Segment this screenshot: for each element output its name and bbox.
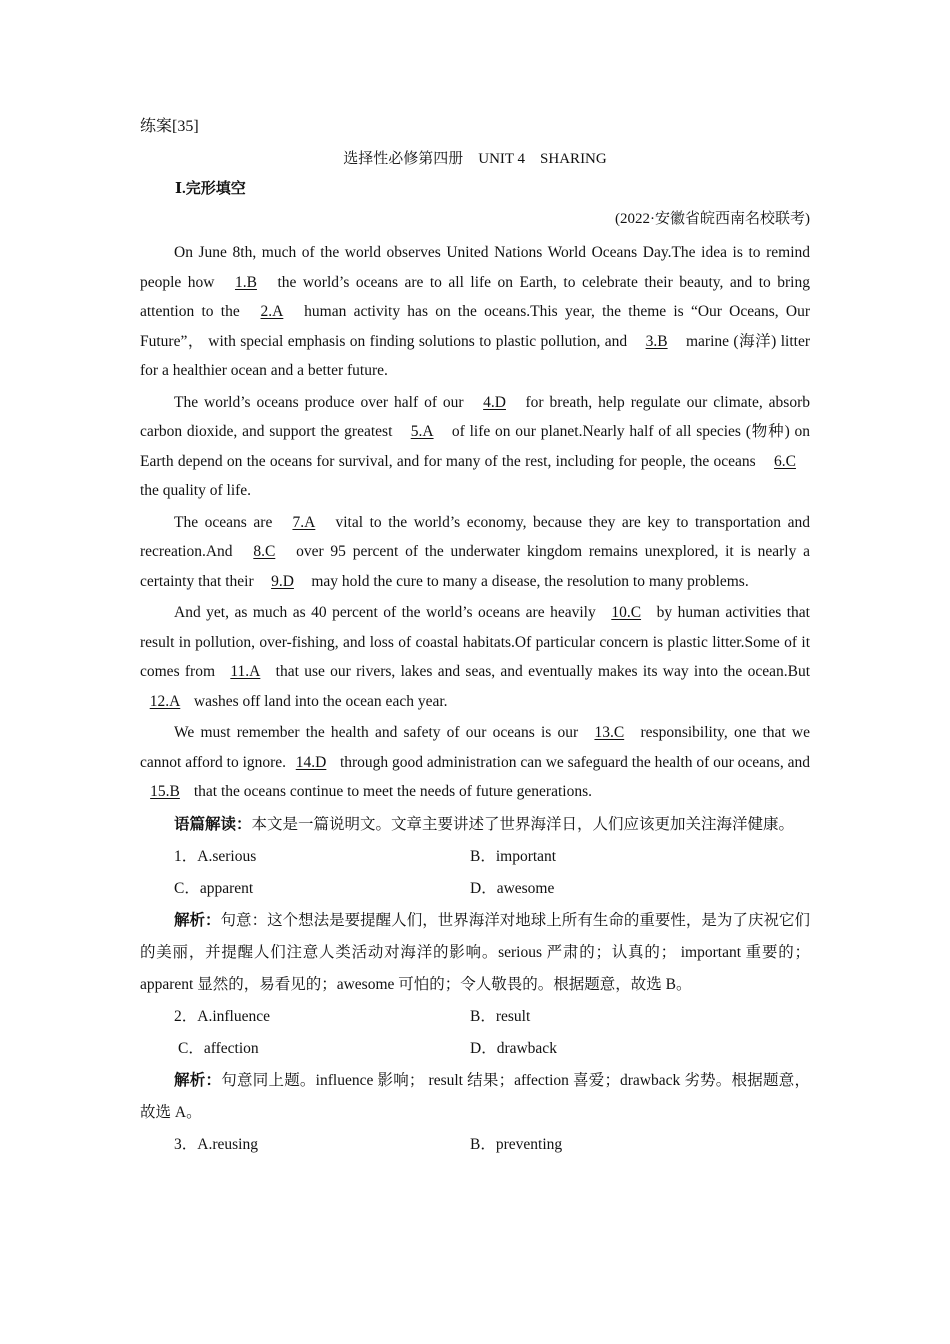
option-a: 1．A.serious (174, 847, 257, 865)
passage-text: may hold the cure to many a disease, the resolution to many problems. (307, 572, 749, 590)
question-3-options-row-1 (140, 1129, 810, 1161)
analysis-text: 句意：这个想法是要提醒人们，世界海洋对地球上所有生命的重要性，是为了庆祝它们的美丽，并提醒人们注意人类活动对海洋的影响。serious 严肃的；认真的； important 重要的；apparent 显然的，易看见的；awesome 可怕的；令人敬畏的。根据题意，故选 B。 (140, 911, 810, 993)
option-a: 3．A.reusing (174, 1135, 258, 1153)
passage-paragraph-3 (140, 508, 810, 597)
question-1-analysis (140, 905, 810, 1001)
passage-paragraph-2 (140, 388, 810, 506)
passage-paragraph-5 (140, 718, 810, 807)
answer-blank: 1.B (234, 273, 257, 291)
analysis-label: 解析： (174, 1071, 222, 1089)
passage-text: The oceans are (174, 513, 279, 531)
analysis-text: 句意同上题。influence 影响； result 结果；affection 喜爱；drawback 劣势。根据题意，故选 A。 (140, 1071, 810, 1121)
passage-interpretation (140, 809, 810, 841)
passage-text: On June 8th, much of the world observes United Nations World Oceans Day.The idea is to remind people how (140, 244, 810, 291)
answer-blank: 14.D (295, 753, 327, 771)
passage-text: over 95 percent of the underwater kingdom remains unexplored, it is nearly a certainty that their (140, 543, 811, 590)
answer-blank: 11.A (230, 663, 261, 680)
passage-text: marine (海洋) litter for a healthier ocean and a better future. (140, 332, 810, 379)
page-title: 选择性必修第四册 UNIT 4 SHARING (343, 151, 607, 167)
answer-blank: 6.C (774, 452, 796, 470)
passage-text: And yet, as much as 40 percent of the world’s oceans are heavily (174, 604, 602, 621)
interpretation-label: 语篇解读： (174, 815, 252, 833)
answer-blank: 8.C (253, 543, 276, 560)
option-d: D．awesome (470, 879, 555, 897)
option-d: D．drawback (470, 1039, 557, 1057)
answer-blank: 2.A (260, 303, 284, 320)
answer-blank: 7.A (292, 513, 316, 531)
option-c: C．affection (178, 1039, 259, 1057)
option-a: 2．A.influence (174, 1007, 270, 1025)
passage-text: vital to the world’s economy, because they are key to transportation and recreation.And (140, 513, 810, 560)
passage-text: We must remember the health and safety of our oceans is our (174, 724, 585, 741)
question-2-options-row-1 (140, 1001, 810, 1033)
passage-text: washes off land into the ocean each year. (190, 692, 448, 710)
answer-blank: 4.D (483, 393, 506, 411)
question-1-options-row-2 (140, 873, 810, 905)
passage-text: by human activities that result in pollution, over-fishing, and loss of coastal habitats.Of particular concern is plastic litter.Some of it comes from (140, 604, 810, 680)
option-b: B．result (470, 1007, 531, 1025)
answer-blank: 13.C (594, 724, 625, 741)
answer-blank: 5.A (410, 423, 434, 440)
passage-text: for breath, help regulate our climate, absorb carbon dioxide, and support the greatest (140, 393, 811, 440)
worksheet-content (140, 116, 810, 1161)
passage-text: that the oceans continue to meet the needs of future generations. (190, 783, 592, 800)
passage-text: The world’s oceans produce over half of our (174, 393, 470, 411)
passage-paragraph-4 (140, 598, 810, 716)
answer-blank: 10.C (611, 604, 642, 621)
passage-text: through good administration can we safeguard the health of our oceans, and (336, 753, 810, 771)
interpretation-text: 本文是一篇说明文。文章主要讲述了世界海洋日，人们应该更加关注海洋健康。 (251, 815, 795, 833)
option-c: C．apparent (174, 879, 254, 897)
passage-text: that use our rivers, lakes and seas, and eventually makes its way into the ocean.But (270, 663, 810, 680)
passage-text: the world’s oceans are to all life on Earth, to celebrate their beauty, and to bring attention to the (140, 273, 810, 320)
passage-paragraph-1 (140, 238, 810, 386)
option-b: B．important (470, 847, 557, 865)
question-2-analysis (140, 1065, 810, 1129)
answer-blank: 15.B (150, 783, 180, 800)
passage-text: human activity has on the oceans.This year, the theme is “Our Oceans, Our Future”， with special emphasis on finding solutions to plastic pollution, and (140, 303, 810, 350)
question-1-options-row-1 (140, 841, 810, 873)
passage-text: the quality of life. (140, 482, 252, 499)
section-heading: Ⅰ.完形填空 (175, 181, 246, 197)
answer-blank: 9.D (271, 572, 294, 590)
exercise-code: 练案[35] (140, 118, 199, 135)
answer-blank: 3.B (645, 332, 668, 350)
option-b: B．preventing (470, 1135, 563, 1153)
question-2-options-row-2 (140, 1033, 810, 1065)
answer-blank: 12.A (149, 692, 181, 710)
passage-text: responsibility, one that we cannot afford to ignore. (140, 724, 810, 771)
passage-source: (2022·安徽省皖西南名校联考) (615, 211, 810, 227)
analysis-label: 解析： (174, 911, 221, 929)
passage-text: of life on our planet.Nearly half of all species (物种) on Earth depend on the oceans for survival, and for many of the rest, including for people, the oceans (140, 423, 810, 470)
